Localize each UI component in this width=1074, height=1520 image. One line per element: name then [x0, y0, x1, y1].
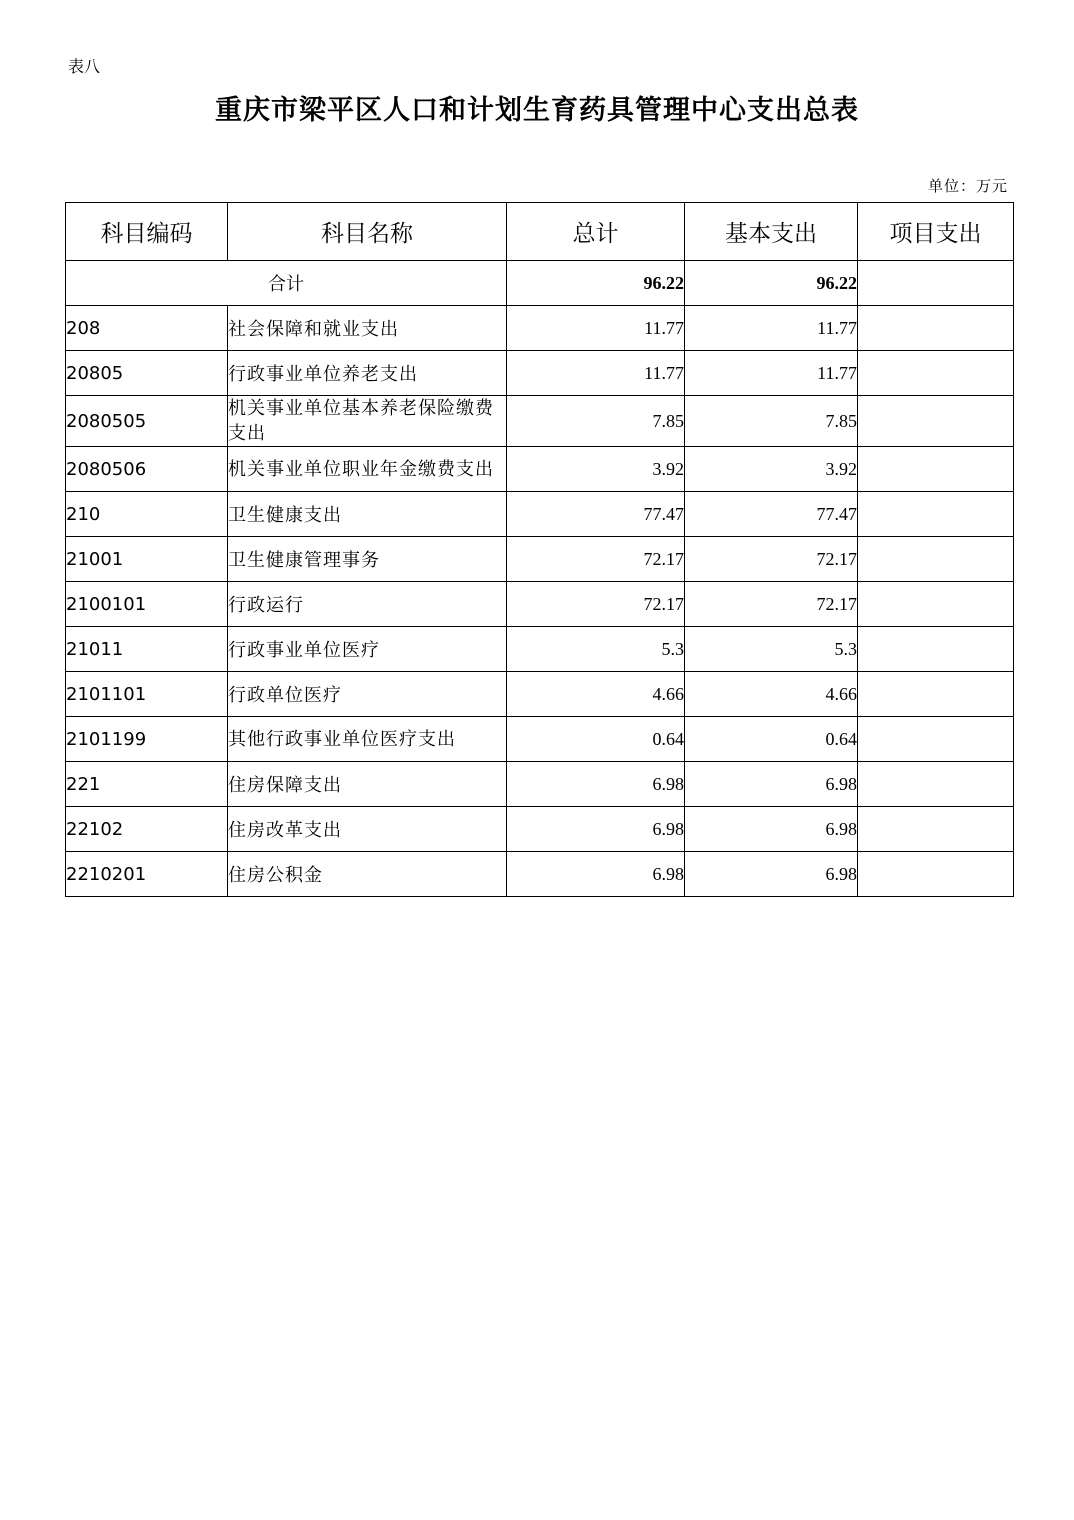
row-name: 住房改革支出 — [228, 807, 507, 852]
table-row — [66, 762, 1014, 807]
row-code: 210 — [66, 492, 228, 537]
row-basic: 6.98 — [685, 762, 858, 807]
table-number: 表八 — [68, 57, 101, 76]
row-code: 2080505 — [66, 396, 228, 447]
row-basic: 7.85 — [685, 396, 858, 447]
header-code: 科目编码 — [66, 203, 228, 261]
row-total: 11.77 — [507, 306, 685, 351]
row-code: 2101101 — [66, 672, 228, 717]
row-name: 社会保障和就业支出 — [228, 306, 507, 351]
table-row — [66, 627, 1014, 672]
row-basic: 6.98 — [685, 807, 858, 852]
summary-project — [858, 261, 1014, 306]
row-total: 3.92 — [507, 447, 685, 492]
row-code: 2100101 — [66, 582, 228, 627]
row-code: 20805 — [66, 351, 228, 396]
row-project — [858, 717, 1014, 762]
row-total: 6.98 — [507, 852, 685, 897]
row-project — [858, 396, 1014, 447]
row-total: 72.17 — [507, 582, 685, 627]
table-row — [66, 582, 1014, 627]
table-row — [66, 492, 1014, 537]
row-name: 行政单位医疗 — [228, 672, 507, 717]
unit-label: 单位：万元 — [927, 177, 1008, 195]
row-project — [858, 351, 1014, 396]
row-total: 77.47 — [507, 492, 685, 537]
table-row — [66, 852, 1014, 897]
row-project — [858, 762, 1014, 807]
row-basic: 72.17 — [685, 537, 858, 582]
page-title: 重庆市梁平区人口和计划生育药具管理中心支出总表 — [215, 95, 859, 126]
row-project — [858, 492, 1014, 537]
row-total: 72.17 — [507, 537, 685, 582]
row-basic: 3.92 — [685, 447, 858, 492]
row-basic: 6.98 — [685, 852, 858, 897]
table-row — [66, 717, 1014, 762]
summary-total: 96.22 — [507, 261, 685, 306]
summary-row — [66, 261, 1014, 306]
row-project — [858, 807, 1014, 852]
row-name: 住房公积金 — [228, 852, 507, 897]
row-basic: 5.3 — [685, 627, 858, 672]
header-basic: 基本支出 — [685, 203, 858, 261]
row-project — [858, 306, 1014, 351]
row-name: 行政事业单位养老支出 — [228, 351, 507, 396]
row-project — [858, 447, 1014, 492]
row-basic: 11.77 — [685, 351, 858, 396]
row-name: 机关事业单位职业年金缴费支出 — [228, 458, 494, 480]
row-basic: 11.77 — [685, 306, 858, 351]
summary-label: 合计 — [66, 261, 507, 306]
row-name: 卫生健康管理事务 — [228, 537, 507, 582]
row-project — [858, 852, 1014, 897]
row-name: 行政事业单位医疗 — [228, 627, 507, 672]
row-code: 2101199 — [66, 717, 228, 762]
header-project: 项目支出 — [858, 203, 1014, 261]
row-project — [858, 627, 1014, 672]
table-header-row — [66, 203, 1014, 261]
table-row — [66, 672, 1014, 717]
row-total: 6.98 — [507, 762, 685, 807]
row-name: 机关事业单位基本养老保险缴费支出 — [228, 398, 494, 444]
row-total: 0.64 — [507, 717, 685, 762]
summary-basic: 96.22 — [685, 261, 858, 306]
row-total: 4.66 — [507, 672, 685, 717]
row-code: 2210201 — [66, 852, 228, 897]
row-code: 208 — [66, 306, 228, 351]
table-row — [66, 447, 1014, 492]
row-basic: 72.17 — [685, 582, 858, 627]
row-total: 5.3 — [507, 627, 685, 672]
row-name: 其他行政事业单位医疗支出 — [228, 728, 456, 750]
header-total: 总计 — [507, 203, 685, 261]
table-row — [66, 396, 1014, 447]
row-code: 21001 — [66, 537, 228, 582]
row-total: 6.98 — [507, 807, 685, 852]
table-row — [66, 807, 1014, 852]
row-project — [858, 672, 1014, 717]
row-code: 22102 — [66, 807, 228, 852]
row-total: 11.77 — [507, 351, 685, 396]
header-name: 科目名称 — [228, 203, 507, 261]
row-basic: 0.64 — [685, 717, 858, 762]
row-name: 住房保障支出 — [228, 762, 507, 807]
row-total: 7.85 — [507, 396, 685, 447]
row-project — [858, 582, 1014, 627]
row-basic: 4.66 — [685, 672, 858, 717]
table-row — [66, 537, 1014, 582]
row-code: 2080506 — [66, 447, 228, 492]
row-project — [858, 537, 1014, 582]
row-name: 卫生健康支出 — [228, 492, 507, 537]
row-code: 221 — [66, 762, 228, 807]
expenditure-table — [65, 202, 1014, 897]
table-row — [66, 306, 1014, 351]
row-name: 行政运行 — [228, 582, 507, 627]
row-basic: 77.47 — [685, 492, 858, 537]
row-code: 21011 — [66, 627, 228, 672]
table-row — [66, 351, 1014, 396]
